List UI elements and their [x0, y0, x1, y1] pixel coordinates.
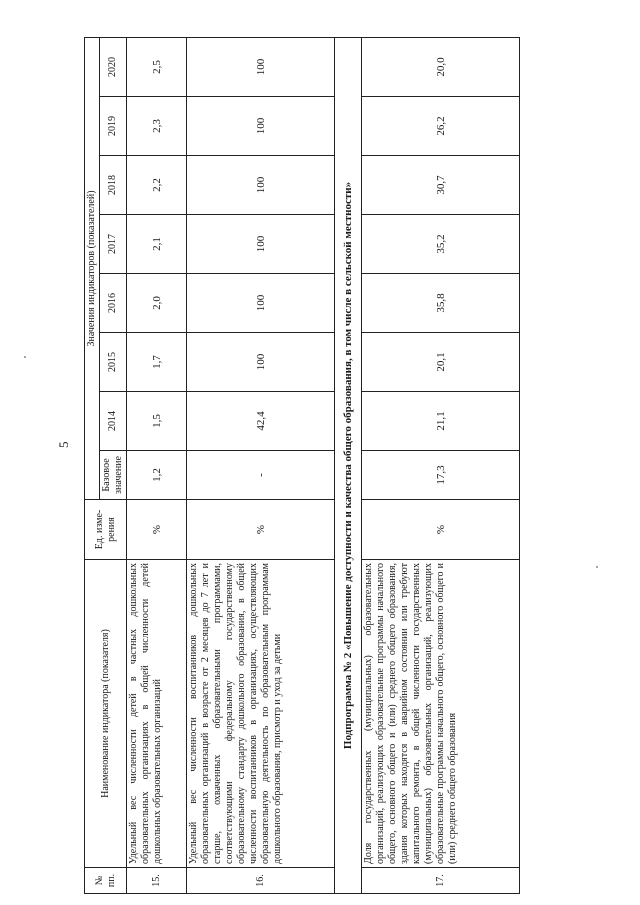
row-num: 17.: [362, 868, 520, 894]
row-value: 2,0: [127, 274, 187, 333]
header-year: 2015: [100, 333, 127, 392]
header-year: 2017: [100, 215, 127, 274]
row-value: 20,1: [362, 333, 520, 392]
row-baseline: -: [187, 451, 335, 500]
indicators-table: [84, 37, 520, 894]
row-baseline: 17,3: [362, 451, 520, 500]
row-unit: %: [187, 500, 335, 560]
header-name: Наименование индикатора (показателя): [85, 560, 127, 868]
row-value: 1,7: [127, 333, 187, 392]
scan-speck: [24, 356, 26, 358]
header-unit: Ед. изме- рения: [85, 500, 127, 560]
row-unit: %: [127, 500, 187, 560]
subprogram-row: [335, 37, 362, 893]
row-value: 2,1: [127, 215, 187, 274]
row-value: 2,2: [127, 156, 187, 215]
table-row: [362, 37, 520, 893]
subprogram-title: Подпрограмма № 2 «Повышение доступности и качества общего образования, в том числе в сельской местности»: [335, 37, 362, 893]
row-value: 100: [187, 37, 335, 96]
row-value: 100: [187, 97, 335, 156]
page-number: 5: [56, 441, 71, 448]
table-row: [187, 37, 335, 893]
row-value: 21,1: [362, 392, 520, 451]
row-value: 2,3: [127, 97, 187, 156]
header-year: 2018: [100, 156, 127, 215]
row-value: 1,5: [127, 392, 187, 451]
row-name: Удельный вес численности детей в частных дошкольных образовательных организациях в общей численности детей дошкольных образовательных организаций: [127, 560, 187, 868]
header-year: 2019: [100, 97, 127, 156]
header-num: № пп.: [85, 868, 127, 894]
row-value: 35,8: [362, 274, 520, 333]
row-num: 16.: [187, 868, 335, 894]
row-num: 15.: [127, 868, 187, 894]
row-value: 26,2: [362, 97, 520, 156]
table-row: [127, 37, 187, 893]
header-baseline: Базовое значение: [100, 451, 127, 500]
row-value: 100: [187, 333, 335, 392]
row-value: 100: [187, 274, 335, 333]
row-name: Доля государственных (муниципальных) образовательных организаций, реализующих образовательные программы начального общего, основного общего и (или) среднего общего образования, здания которых находятся в аварийном состоянии или требуют капитального ремонта, в общей численности государственных (муниципальных) образовательных организаций, реализующих образовательные программы начального общего, основного общего и (или) среднего общего образования: [362, 560, 520, 868]
header-year: 2016: [100, 274, 127, 333]
row-value: 42,4: [187, 392, 335, 451]
row-value: 20,0: [362, 37, 520, 96]
header-values-group: Значения индикаторов (показателей): [85, 37, 100, 499]
row-name: Удельный вес численности воспитанников дошкольных образовательных организаций в возрасте от 2 месяцев до 7 лет и старше, охваченных образовательными программами, соответствующими федеральному государственному образовательному стандарту дошкольного образования, в общей численности воспитанников в организациях, осуществляющих образовательную деятельность по образовательным программам дошкольного образования, присмотр и уход за детьми: [187, 560, 335, 868]
row-baseline: 1,2: [127, 451, 187, 500]
rotated-table-page: [84, 38, 524, 894]
row-unit: %: [362, 500, 520, 560]
header-year: 2020: [100, 37, 127, 96]
row-value: 100: [187, 215, 335, 274]
row-value: 35,2: [362, 215, 520, 274]
row-value: 30,7: [362, 156, 520, 215]
scan-speck: [596, 566, 598, 568]
row-value: 2,5: [127, 37, 187, 96]
row-value: 100: [187, 156, 335, 215]
header-year: 2014: [100, 392, 127, 451]
